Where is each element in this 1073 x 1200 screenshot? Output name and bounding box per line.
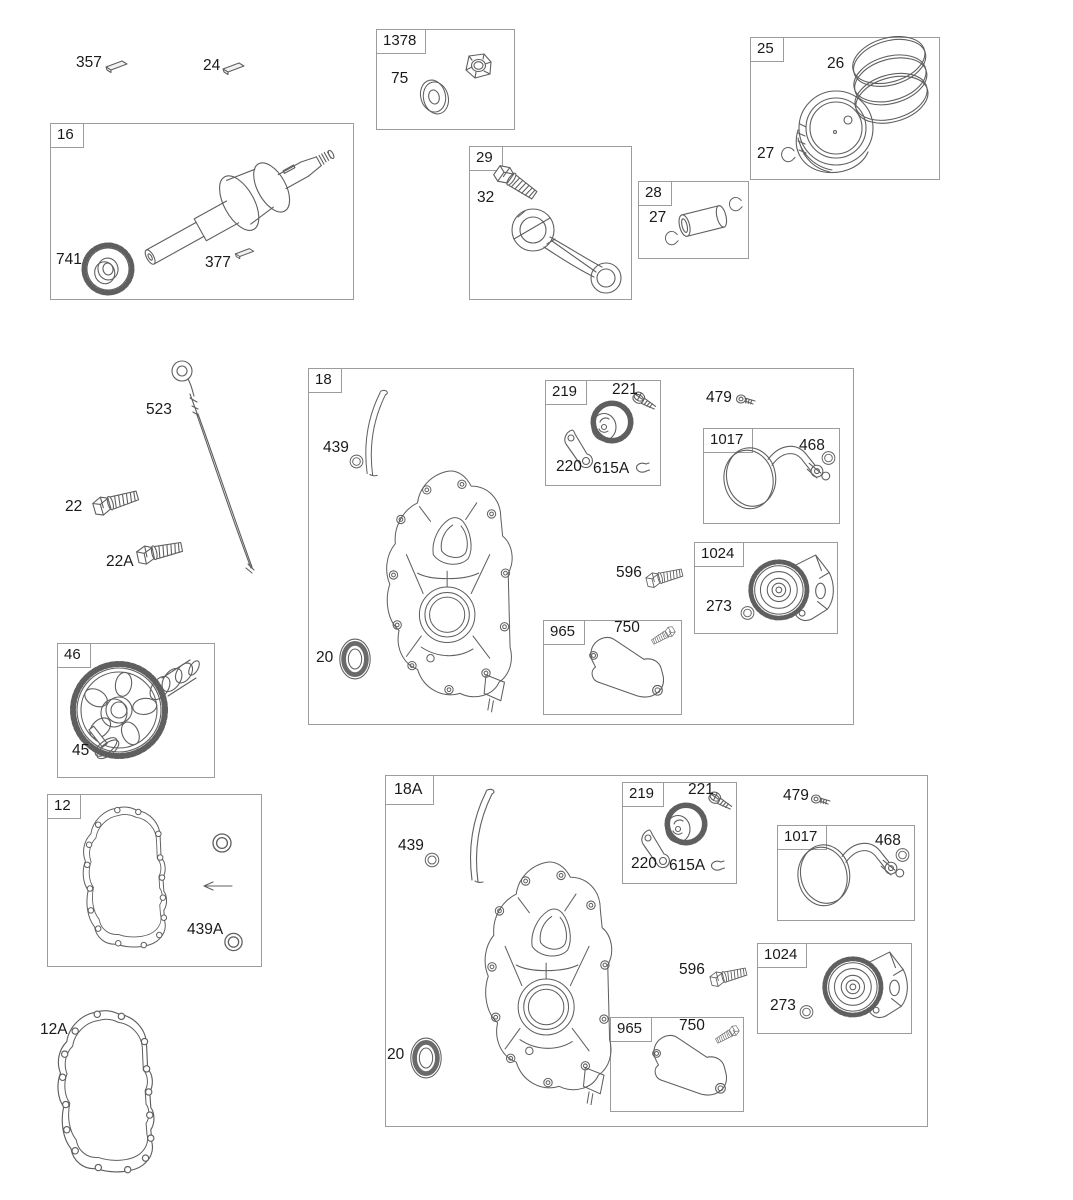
woodruff-key-drawing — [104, 58, 130, 74]
callout-273-a: 273 — [770, 997, 796, 1014]
callout-27-pin: 27 — [649, 209, 667, 226]
box-label-219: 219 — [546, 381, 587, 405]
cover-screw-22a-drawing — [134, 536, 186, 568]
callout-26: 26 — [827, 55, 845, 72]
arrow-left-icon — [196, 879, 234, 893]
pin-lock-b-drawing — [663, 230, 679, 248]
callout-12a: 12A — [40, 1021, 68, 1038]
box-label-965a: 965 — [611, 1018, 652, 1042]
box-label-1017: 1017 — [704, 429, 753, 453]
callout-220-a: 220 — [631, 855, 657, 872]
callout-221: 221 — [612, 381, 638, 398]
oring-273-a-drawing — [798, 1002, 815, 1022]
piston-drawing — [786, 86, 878, 176]
flywheel-key-drawing — [233, 246, 257, 260]
box-label-1024a: 1024 — [758, 944, 807, 968]
callout-221-a: 221 — [688, 781, 714, 798]
callout-750-a: 750 — [679, 1017, 705, 1034]
callout-357: 357 — [76, 54, 102, 71]
box-label-46: 46 — [58, 644, 91, 668]
callout-439: 439 — [323, 439, 349, 456]
screw-750-drawing — [638, 620, 676, 650]
pin-lock-a-drawing — [727, 196, 743, 214]
callout-32: 32 — [477, 189, 495, 206]
plug-screw-479-drawing — [735, 391, 761, 409]
box-label-1024: 1024 — [695, 543, 744, 567]
callout-24: 24 — [203, 57, 221, 74]
callout-20: 20 — [316, 649, 334, 666]
callout-741: 741 — [56, 251, 82, 268]
crankcase-cover-a-drawing — [453, 853, 643, 1105]
box-label-1017a: 1017 — [778, 826, 827, 850]
callout-615a-a: 615A — [669, 857, 706, 874]
crankcase-gasket-drawing — [75, 801, 187, 956]
callout-596-a: 596 — [679, 961, 705, 978]
callout-439-a: 439 — [398, 837, 424, 854]
crankcase-gasket-a-drawing — [50, 1002, 176, 1184]
crankshaft-drawing — [120, 122, 350, 297]
oil-pump-drawing — [744, 545, 836, 631]
oil-seal-75-drawing — [415, 74, 453, 120]
screw-596-drawing — [644, 562, 686, 590]
retainer-clip-drawing — [633, 461, 651, 475]
callout-468: 468 — [799, 437, 825, 454]
timing-gear-drawing — [80, 238, 136, 300]
square-key-drawing — [221, 60, 247, 76]
callout-45: 45 — [72, 742, 90, 759]
oil-seal-20-a-drawing — [407, 1035, 445, 1081]
box-label-28: 28 — [639, 182, 672, 206]
screw-750-a-drawing — [702, 1019, 740, 1049]
pin-lock-drawing — [779, 146, 796, 165]
oring-273-drawing — [739, 603, 756, 623]
callout-750: 750 — [614, 619, 640, 636]
callout-523: 523 — [146, 401, 172, 418]
callout-479-a: 479 — [783, 787, 809, 804]
oring-439-drawing — [348, 452, 365, 471]
cover-screw-22-drawing — [90, 486, 142, 518]
box-label-18: 18 — [309, 369, 342, 393]
callout-75: 75 — [391, 70, 409, 87]
crankcase-cover-drawing — [375, 455, 523, 719]
box-label-965: 965 — [544, 621, 585, 645]
box-label-1378: 1378 — [377, 30, 426, 54]
callout-468-a: 468 — [875, 832, 901, 849]
oring-439-a-drawing — [423, 850, 441, 870]
plug-screw-479-a-drawing — [810, 791, 836, 809]
callout-377: 377 — [205, 254, 231, 271]
callout-220: 220 — [556, 458, 582, 475]
callout-20-a: 20 — [387, 1046, 405, 1063]
box-label-12: 12 — [48, 795, 81, 819]
oil-pump-a-drawing — [818, 942, 910, 1028]
piston-pin-drawing — [672, 198, 734, 244]
rod-screw-drawing — [490, 168, 542, 198]
nut-drawing — [460, 50, 494, 84]
connecting-rod-drawing — [506, 203, 628, 298]
oring-top-drawing — [210, 831, 234, 855]
callout-479: 479 — [706, 389, 732, 406]
box-label-29: 29 — [470, 147, 503, 171]
callout-27-piston: 27 — [757, 145, 775, 162]
oil-seal-20-drawing — [336, 636, 374, 682]
callout-615a: 615A — [593, 460, 630, 477]
box-label-16: 16 — [51, 124, 84, 148]
retainer-clip-a-drawing — [708, 859, 726, 873]
box-label-219a: 219 — [623, 783, 664, 807]
seal-439a-drawing — [222, 930, 245, 954]
callout-22: 22 — [65, 498, 83, 515]
box-label-18a: 18A — [386, 776, 434, 805]
callout-22a: 22A — [106, 553, 134, 570]
box-label-25: 25 — [751, 38, 784, 62]
callout-439a: 439A — [187, 921, 224, 938]
callout-273: 273 — [706, 598, 732, 615]
screw-596-a-drawing — [708, 961, 750, 989]
callout-596: 596 — [616, 564, 642, 581]
